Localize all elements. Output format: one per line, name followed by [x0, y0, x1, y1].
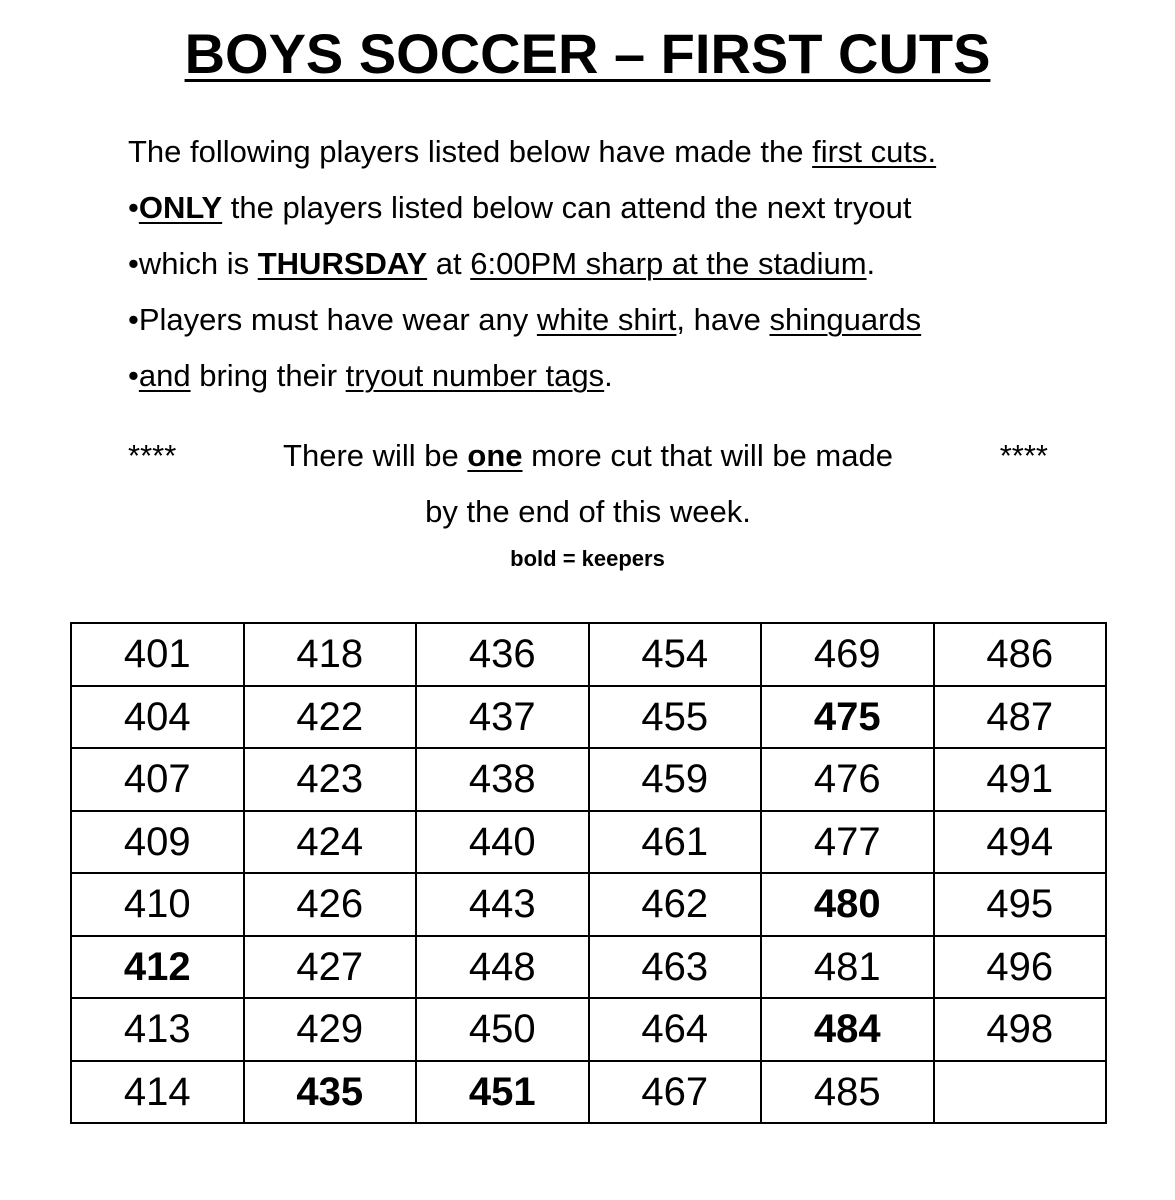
- intro-line-3-end: .: [866, 246, 876, 281]
- tryout-tags-text: tryout number tags: [345, 358, 605, 393]
- one-emphasis: one: [467, 438, 523, 473]
- player-number-cell: 475: [761, 686, 934, 749]
- player-numbers-table: [70, 622, 1107, 1124]
- player-number-cell: 426: [244, 873, 417, 936]
- intro-line-4-mid: , have: [676, 302, 770, 337]
- player-number-cell: 429: [244, 998, 417, 1061]
- player-number-cell: 459: [589, 748, 762, 811]
- first-cuts-text: first cuts.: [812, 134, 937, 169]
- bullet: •: [128, 190, 139, 225]
- thursday-emphasis: THURSDAY: [257, 246, 428, 281]
- player-number-cell: 476: [761, 748, 934, 811]
- player-number-cell: 438: [416, 748, 589, 811]
- player-number-cell: 481: [761, 936, 934, 999]
- player-number-cell: 407: [71, 748, 244, 811]
- bullet: •: [128, 358, 139, 393]
- intro-line-5: [128, 348, 1088, 404]
- table-row: [71, 686, 1106, 749]
- player-number-cell: 448: [416, 936, 589, 999]
- table-row: [71, 998, 1106, 1061]
- player-number-cell: 469: [761, 623, 934, 686]
- player-number-cell: 450: [416, 998, 589, 1061]
- notice-post: more cut that will be made: [522, 438, 893, 473]
- shinguards-text: shinguards: [769, 302, 922, 337]
- and-text: and: [138, 358, 191, 393]
- player-number-cell: 414: [71, 1061, 244, 1124]
- player-number-cell: 401: [71, 623, 244, 686]
- intro-line-1-text: The following players listed below have made the: [128, 134, 813, 169]
- table-row: [71, 748, 1106, 811]
- page-title: [0, 22, 1175, 86]
- intro-line-3-mid: at: [427, 246, 471, 281]
- notice-pre: There will be: [283, 438, 468, 473]
- player-number-cell: 404: [71, 686, 244, 749]
- table-row: [71, 936, 1106, 999]
- player-number-cell: 418: [244, 623, 417, 686]
- player-number-cell: 484: [761, 998, 934, 1061]
- intro-line-3: [128, 236, 1088, 292]
- bullet: •: [128, 246, 139, 281]
- player-number-cell: 435: [244, 1061, 417, 1124]
- page-title-text: BOYS SOCCER – FIRST CUTS: [184, 22, 991, 85]
- white-shirt-text: white shirt: [536, 302, 677, 337]
- notice-line-2: by the end of this week.: [425, 494, 751, 529]
- player-number-cell: 437: [416, 686, 589, 749]
- player-numbers-body: [71, 623, 1106, 1123]
- player-number-cell: 485: [761, 1061, 934, 1124]
- player-number-cell: 462: [589, 873, 762, 936]
- table-row: [71, 1061, 1106, 1124]
- player-number-cell: 454: [589, 623, 762, 686]
- player-number-cell: 413: [71, 998, 244, 1061]
- intro-line-2-text: the players listed below can attend the next tryout: [222, 190, 912, 225]
- player-number-cell: 486: [934, 623, 1107, 686]
- stars-right: ****: [999, 438, 1048, 473]
- only-emphasis: ONLY: [138, 190, 223, 225]
- player-number-cell: 423: [244, 748, 417, 811]
- player-number-cell: 498: [934, 998, 1107, 1061]
- intro-line-4-text: Players must have wear any: [138, 302, 537, 337]
- player-number-cell: 491: [934, 748, 1107, 811]
- player-number-cell: 409: [71, 811, 244, 874]
- player-number-cell: 451: [416, 1061, 589, 1124]
- player-number-cell: 410: [71, 873, 244, 936]
- legend: bold = keepers: [510, 546, 665, 571]
- table-row: [71, 623, 1106, 686]
- player-number-cell: 495: [934, 873, 1107, 936]
- player-number-cell: 424: [244, 811, 417, 874]
- player-number-cell: 455: [589, 686, 762, 749]
- player-number-cell: 440: [416, 811, 589, 874]
- bullet: •: [128, 302, 139, 337]
- intro-line-1: [128, 124, 1088, 180]
- notice-line-1: [128, 428, 1048, 484]
- time-location-text: 6:00PM sharp at the stadium: [470, 246, 867, 281]
- player-number-cell: 422: [244, 686, 417, 749]
- table-row: [71, 873, 1106, 936]
- intro-paragraph: [128, 124, 1088, 404]
- player-number-cell: 467: [589, 1061, 762, 1124]
- player-number-cell: 412: [71, 936, 244, 999]
- player-number-cell: 480: [761, 873, 934, 936]
- cut-notice: [128, 428, 1048, 540]
- intro-line-5-end: .: [604, 358, 613, 393]
- player-number-cell: 487: [934, 686, 1107, 749]
- player-number-cell: 436: [416, 623, 589, 686]
- player-number-cell: 427: [244, 936, 417, 999]
- table-row: [71, 811, 1106, 874]
- player-number-cell: 464: [589, 998, 762, 1061]
- stars-left: ****: [128, 438, 177, 473]
- player-number-cell: 477: [761, 811, 934, 874]
- player-number-cell: 443: [416, 873, 589, 936]
- player-number-cell: [934, 1061, 1107, 1124]
- intro-line-2: [128, 180, 1088, 236]
- player-number-cell: 494: [934, 811, 1107, 874]
- player-number-cell: 496: [934, 936, 1107, 999]
- intro-line-5-mid: bring their: [190, 358, 346, 393]
- notice-text: [283, 428, 893, 484]
- player-number-cell: 463: [589, 936, 762, 999]
- intro-line-4: [128, 292, 1088, 348]
- intro-line-3-text: which is: [138, 246, 258, 281]
- player-number-cell: 461: [589, 811, 762, 874]
